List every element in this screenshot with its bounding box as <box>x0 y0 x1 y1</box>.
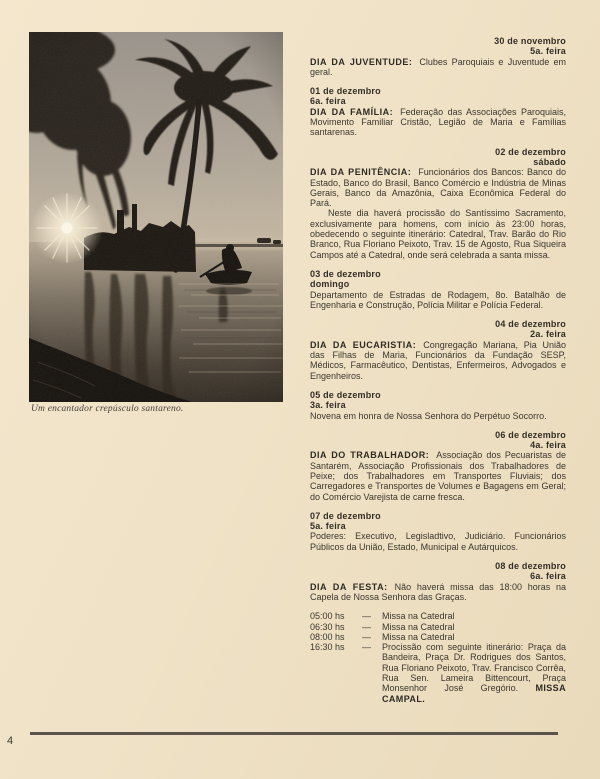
event-title: DIA DA EUCARISTIA: <box>310 339 417 350</box>
event-section <box>310 511 566 552</box>
schedule-desc: Missa na Catedral <box>382 621 455 632</box>
event-weekday: domingo <box>310 279 350 290</box>
page-number: 4 <box>7 735 14 747</box>
schedule-row <box>310 642 566 704</box>
event-title: DIA DA PENITÊNCIA: <box>310 167 412 178</box>
sunset-photo-illustration <box>29 32 283 402</box>
event-date: 07 de dezembro <box>310 510 381 521</box>
schedule-dash: — <box>362 621 371 632</box>
event-date: 05 de dezembro <box>310 389 381 400</box>
event-weekday: 6a. feira <box>530 571 566 582</box>
events-column <box>310 36 566 704</box>
event-text: Associação dos Pecuaristas de Santarém, Associação Profissionais dos Trabalhadores de Peixe; dos Trabalhadores em Transportes Fluviais; dos Carregadores e Transportes de Volumes e Bagagens em Geral; do Comércio Varejista de carne fresca. <box>310 450 566 502</box>
event-text: Congregação Mariana, Pia União das Filhas de Maria, Funcionários da Fundação SESP, Médicos, Farmacêutico, Dentistas, Enfermeiros, Advogados e Engenheiros. <box>310 339 566 381</box>
footer-rule <box>30 732 558 735</box>
mass-schedule <box>310 611 566 704</box>
sunset-photo <box>29 32 283 402</box>
event-date: 02 de dezembro <box>495 146 566 157</box>
event-body <box>310 107 566 138</box>
event-title: DIA DA FAMÍLIA: <box>310 106 394 117</box>
event-section <box>310 561 566 602</box>
event-date: 30 de novembro <box>494 36 566 46</box>
schedule-row <box>310 611 566 621</box>
photo-caption: Um encantador crepúsculo santareno. <box>31 404 184 414</box>
event-section <box>310 36 566 77</box>
event-title: DIA DA JUVENTUDE: <box>310 56 413 67</box>
event-section <box>310 319 566 381</box>
schedule-time: 16:30 hs <box>310 642 345 653</box>
event-body <box>310 582 566 603</box>
event-section <box>310 269 566 310</box>
schedule-dash: — <box>362 642 371 653</box>
event-weekday: 6a. feira <box>310 96 346 107</box>
event-text: Não haverá missa das 18:00 horas na Capela de Nossa Senhora das Graças. <box>310 581 567 602</box>
event-text: Funcionários dos Bancos: Banco do Estado, Banco do Brasil, Banco Comércio e Indústria de Minas Gerais, Banco da Amazônia, Caixa Econômica Federal do Pará. <box>310 167 566 209</box>
event-date: 08 de dezembro <box>495 561 566 572</box>
schedule-time: 05:00 hs <box>310 611 345 622</box>
event-date: 01 de dezembro <box>310 86 381 97</box>
schedule-desc-bold: MISSA CAMPAL. <box>382 683 566 704</box>
event-body <box>310 167 566 208</box>
event-weekday: 3a. feira <box>310 400 346 411</box>
schedule-dash: — <box>362 611 371 622</box>
event-weekday: 2a. feira <box>530 329 566 340</box>
event-body <box>310 450 566 501</box>
schedule-row <box>310 632 566 642</box>
event-date: 03 de dezembro <box>310 268 381 279</box>
event-date: 06 de dezembro <box>495 429 566 440</box>
event-section <box>310 147 566 260</box>
event-weekday: 5a. feira <box>310 521 346 532</box>
event-weekday: 5a. feira <box>530 46 566 57</box>
schedule-desc: Missa na Catedral <box>382 611 455 622</box>
event-body: Novena em honra de Nossa Senhora do Perpétuo Socorro. <box>310 410 547 421</box>
event-weekday: 4a. feira <box>530 440 566 451</box>
event-section <box>310 430 566 502</box>
schedule-desc: Missa na Catedral <box>382 631 455 642</box>
event-body: Departamento de Estradas de Rodagem, 8o. Batalhão de Engenharia e Construção, Polícia Militar e Polícia Federal. <box>310 289 566 310</box>
event-section <box>310 390 566 421</box>
event-body: Poderes: Executivo, Legisladtivo, Judiciário. Funcionários Públicos da União, Estado, Municipal e Autárquicos. <box>310 531 566 552</box>
event-body-paragraph: Neste dia haverá procissão do Santíssimo Sacramento, exclusivamente para homens, com início às 23:00 horas, obedecendo o seguinte itinerário: Catedral, Trav. Barão do Rio Branco, Rua Floriano Peixoto, Trav. 15 de Agosto, Rua Siqueira Campos até a Catedral, onde será celebrada a santa missa. <box>310 208 566 260</box>
schedule-time: 08:00 hs <box>310 631 345 642</box>
event-text: Clubes Paroquiais e Juventude em geral. <box>310 56 566 77</box>
event-body <box>310 340 566 381</box>
event-text: Federação das Associações Paroquiais, Movimento Familiar Cristão, Legião de Maria e Famílias santarenas. <box>310 106 566 138</box>
event-weekday: sábado <box>533 156 566 167</box>
schedule-dash: — <box>362 631 371 642</box>
schedule-row <box>310 622 566 632</box>
schedule-time: 06:30 hs <box>310 621 345 632</box>
schedule-desc-text: Procissão com seguinte itinerário: Praça da Bandeira, Praça Dr. Rodrigues dos Santos, Rua Floriano Peixoto, Trav. Francisco Corrêa, Rua Sen. Lameira Bittencourt, Praça Monsenhor José Gregório. <box>382 642 566 694</box>
schedule-desc <box>382 642 566 704</box>
event-title: DIA DA FESTA: <box>310 581 388 592</box>
event-body <box>310 57 566 78</box>
event-title: DIA DO TRABALHADOR: <box>310 450 430 461</box>
event-date: 04 de dezembro <box>495 319 566 330</box>
event-section <box>310 86 566 137</box>
